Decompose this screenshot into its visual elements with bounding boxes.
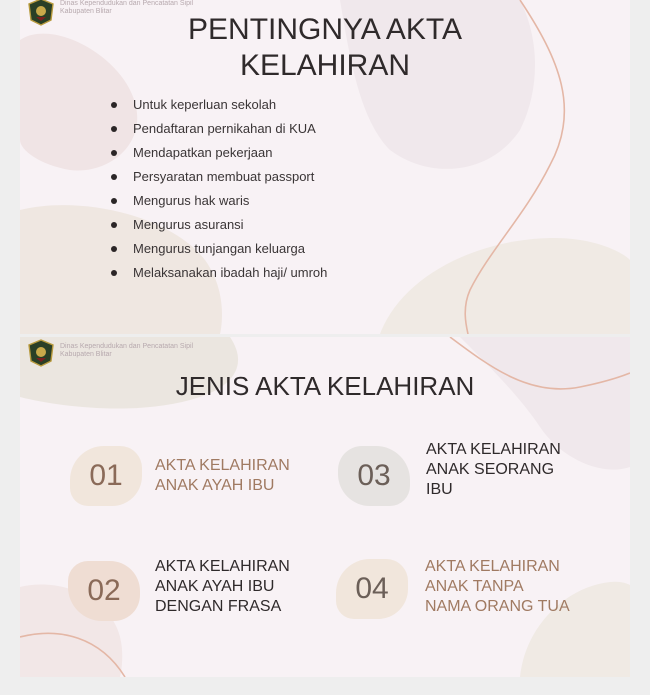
akta-type-line: AKTA KELAHIRAN (426, 441, 561, 458)
organization-line-2: Kabupaten Blitar (60, 8, 112, 15)
bullet-item: Mendapatkan pekerjaan (108, 141, 327, 165)
akta-type-line: IBU (426, 481, 453, 498)
akta-type-line: AKTA KELAHIRAN (425, 558, 560, 575)
akta-type-line: ANAK AYAH IBU (155, 578, 275, 595)
organization-line-1: Dinas Kependudukan dan Pencatatan Sipil (60, 0, 194, 7)
bullet-item: Mengurus asuransi (108, 213, 327, 237)
slide-title (20, 12, 630, 84)
akta-type-line: NAMA ORANG TUA (425, 598, 570, 615)
number-badge-03: 03 (338, 446, 410, 506)
number-badge-02: 02 (68, 561, 140, 621)
slide-title: JENIS AKTA KELAHIRAN (175, 371, 475, 401)
number-badge-04: 04 (336, 559, 408, 619)
akta-type-line: AKTA KELAHIRAN (155, 558, 290, 575)
bullet-item: Pendaftaran pernikahan di KUA (108, 117, 327, 141)
importance-bullet-list (108, 93, 327, 285)
slide-jenis-akta (20, 337, 630, 677)
bullet-item: Persyaratan membuat passport (108, 165, 327, 189)
akta-type-line: ANAK SEORANG (426, 461, 555, 478)
akta-type-line: DENGAN FRASA (155, 598, 282, 615)
slide-pentingnya-akta (20, 0, 630, 334)
organization-name (60, 343, 193, 359)
akta-type-line: ANAK TANPA (425, 578, 524, 595)
slide-title-line-1: PENTINGNYA AKTA (188, 13, 462, 46)
organization-line-2: Kabupaten Blitar (60, 351, 112, 358)
akta-type-line: AKTA KELAHIRAN (155, 457, 290, 474)
akta-type-label-02 (155, 557, 325, 617)
bullet-item: Mengurus tunjangan keluarga (108, 237, 327, 261)
bullet-item: Mengurus hak waris (108, 189, 327, 213)
number-badge-01: 01 (70, 446, 142, 506)
kabupaten-blitar-logo-icon (27, 339, 55, 367)
akta-type-line: ANAK AYAH IBU (155, 477, 275, 494)
organization-line-1: Dinas Kependudukan dan Pencatatan Sipil (60, 343, 194, 350)
akta-type-label-01 (155, 456, 325, 496)
akta-type-label-04 (425, 557, 595, 617)
bullet-item: Untuk keperluan sekolah (108, 93, 327, 117)
bullet-item: Melaksanakan ibadah haji/ umroh (108, 261, 327, 285)
akta-type-label-03 (426, 440, 596, 500)
slide-title-line-2: KELAHIRAN (239, 49, 411, 82)
